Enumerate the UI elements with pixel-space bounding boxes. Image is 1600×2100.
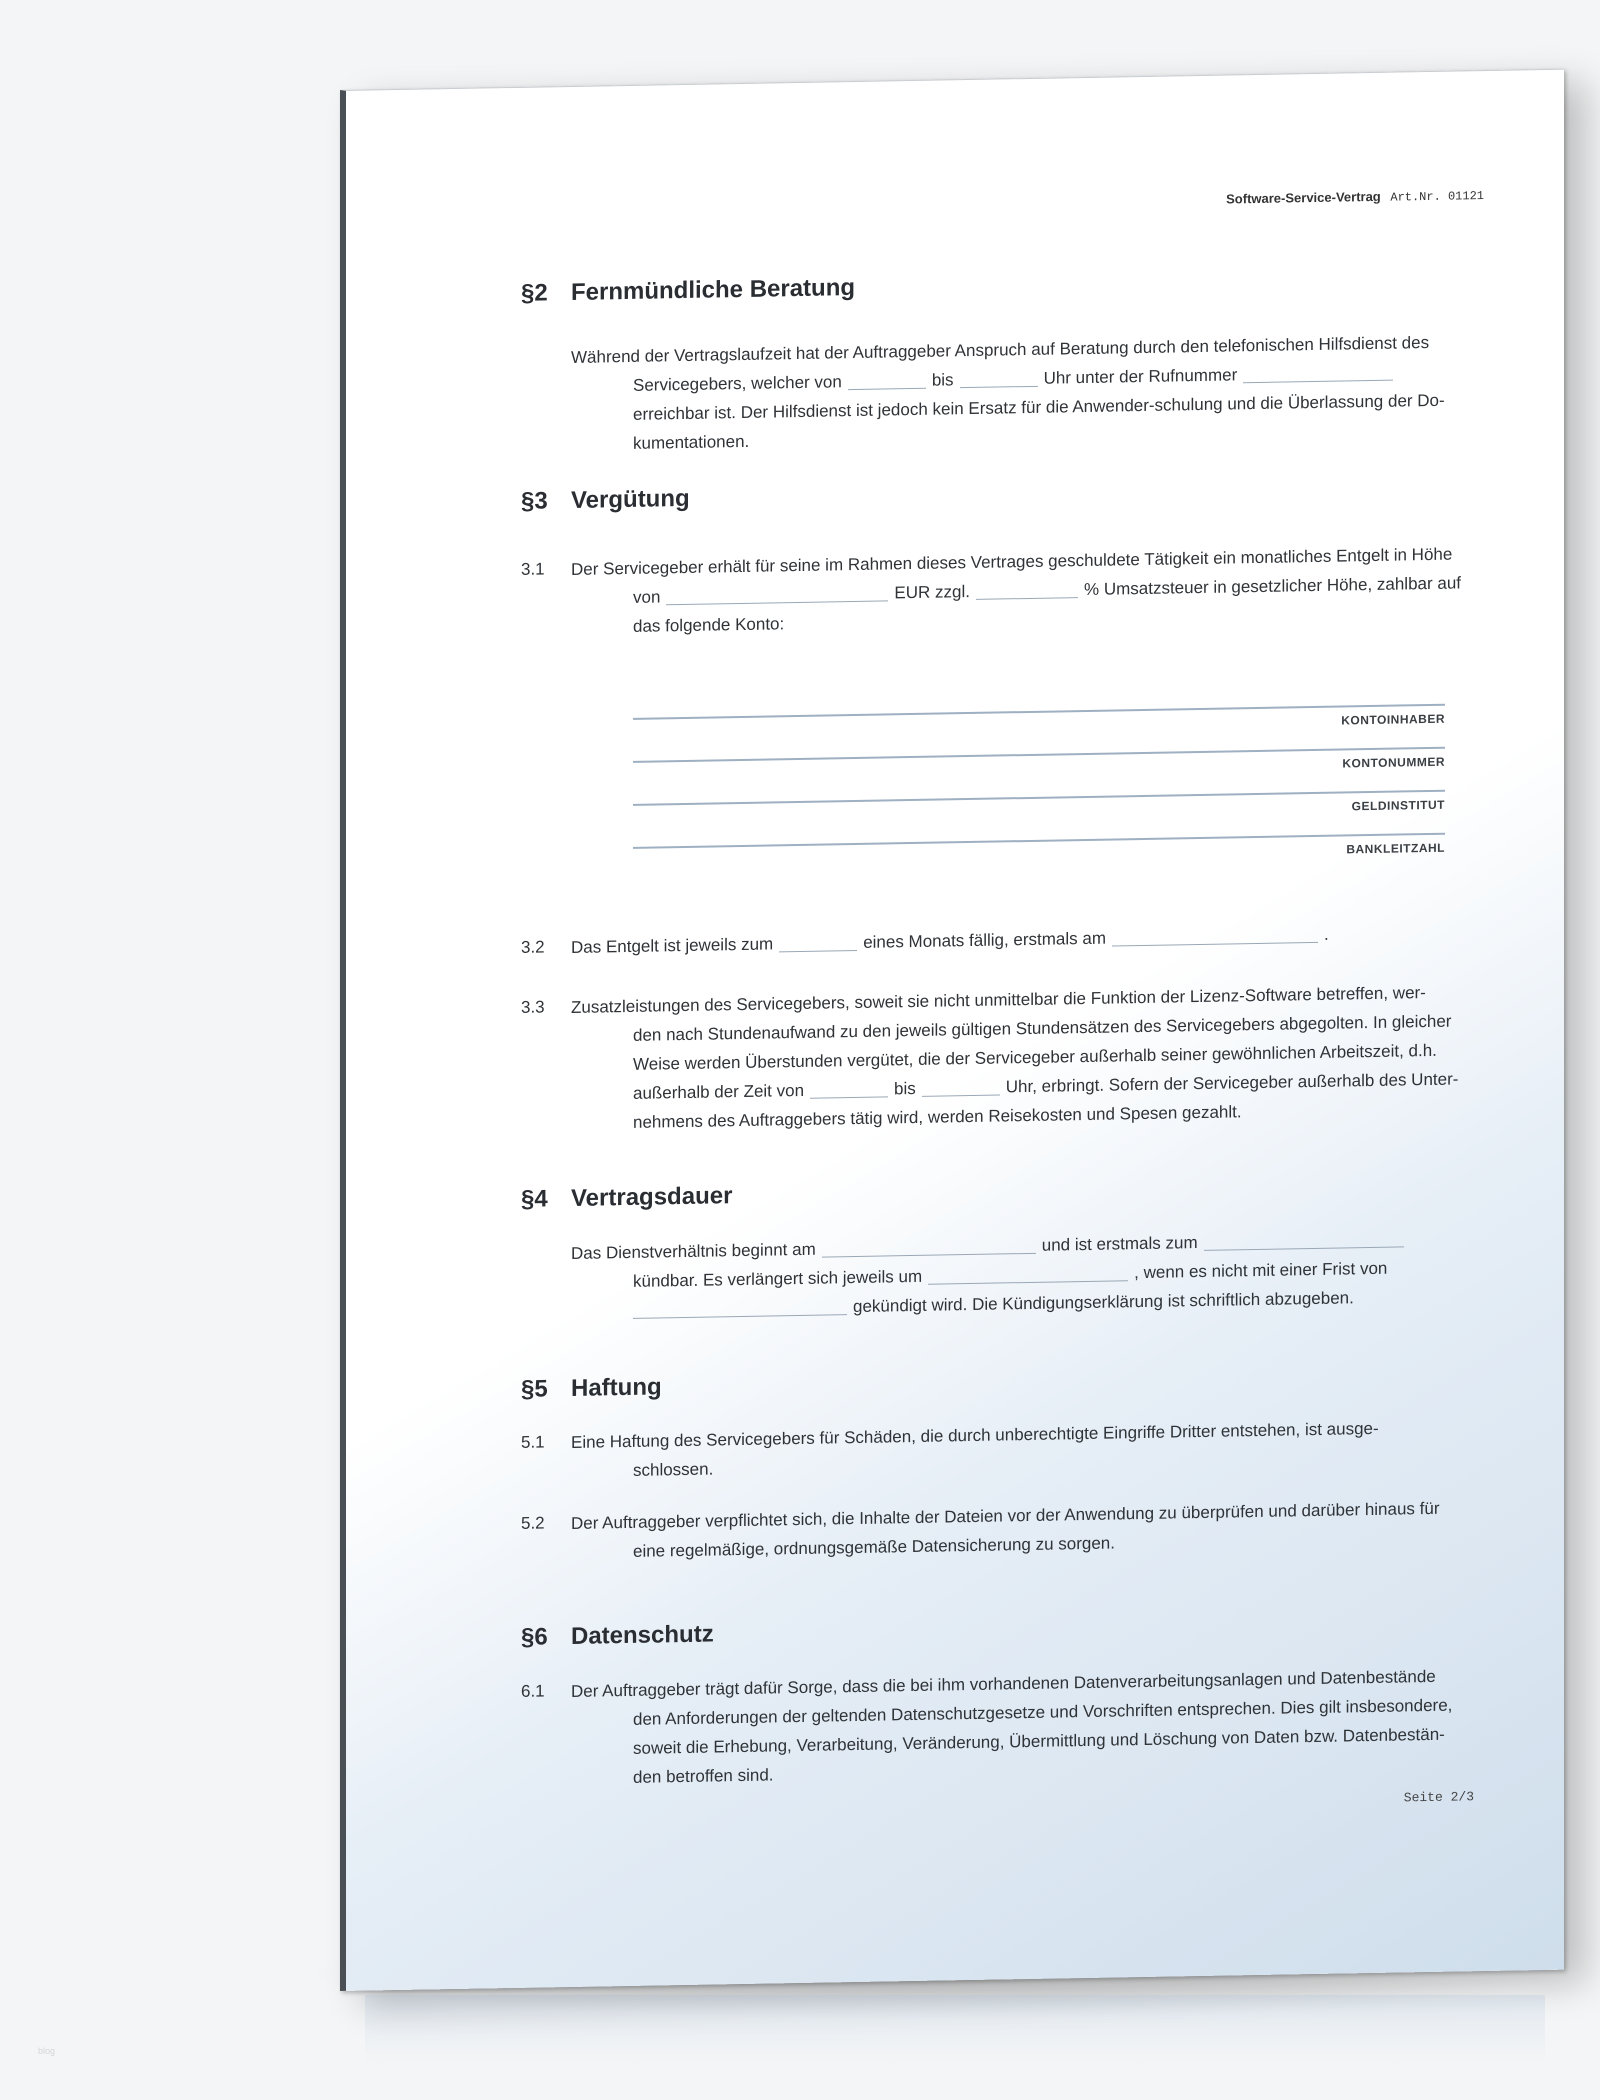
section-2-title: Fernmündliche Beratung: [571, 274, 856, 306]
phone-number-field[interactable]: [1243, 362, 1393, 384]
account-number-label: KONTONUMMER: [1342, 754, 1445, 771]
account-holder-label: KONTOINHABER: [1341, 711, 1445, 728]
header-title: Software-Service-Vertrag: [1226, 188, 1381, 207]
clause-3-2-number: 3.2: [521, 937, 545, 957]
section-6-title: Datenschutz: [571, 1620, 714, 1650]
section-4-title: Vertragsdauer: [571, 1182, 733, 1212]
section-4-number: §4: [521, 1185, 548, 1213]
section-5-number: §5: [521, 1375, 548, 1403]
clause-3-1-text: Der Servicegeber erhält für seine im Rahmen dieses Vertrages geschuldete Tätigkeit ein monatliches Entgelt in Höhe von EUR zzgl. % Umsatzsteuer in gesetzlicher Höhe, zahlbar auf das folgende Konto:: [571, 544, 1462, 636]
section-6-number: §6: [521, 1623, 548, 1651]
clause-6-1-number: 6.1: [521, 1681, 545, 1701]
watermark-text: blog: [38, 2046, 56, 2056]
page-header: [1226, 187, 1484, 208]
clause-3-3-text: Zusatzleistungen des Servicegebers, soweit sie nicht unmittelbar die Funktion der Lizenz-Software betreffen, wer- den nach Stundenaufwand zu den jeweils gültigen Stundensätzen des Servicegebers abgegolten. In gleicher Weise werden Überstunden vergütet, die der Servicegeber außerhalb seiner gewöhnlichen Arbeitszeit, d.h. außerhalb der Zeit von bis Uhr, erbringt. Sofern der Servicegeber außerhalb des Unter- nehmens des Auftraggebers tätig wird, werden Reisekosten und Spesen gezahlt.: [571, 983, 1459, 1132]
section-3-number: §3: [521, 487, 548, 515]
clause-6-1-text: Der Auftraggeber trägt dafür Sorge, dass die bei ihm vorhandenen Datenverarbeitungsanlagen und Datenbestände den Anforderungen der geltenden Datenschutzgesetze und Vorschriften entsprechen. Dies gilt insbesondere, soweit die Erhebung, Verarbeitung, Veränderung, Übermittlung und Löschung von Daten bzw. Datenbestän- den betroffen sind.: [571, 1666, 1453, 1787]
section-5-title: Haftung: [571, 1373, 662, 1402]
clause-3-1-number: 3.1: [521, 559, 545, 579]
section-3-title: Vergütung: [571, 484, 690, 514]
section-2-text: Während der Vertragslaufzeit hat der Auftraggeber Anspruch auf Beratung durch den telefonischen Hilfsdienst des Servicegebers, welcher von bis Uhr unter der Rufnummer erreichbar ist. Der Hilfsdienst ist jedoch kein Ersatz für die Anwender-schulung und die Überlassung der Do- kumentationen.: [571, 332, 1445, 453]
clause-3-3-number: 3.3: [521, 997, 545, 1017]
hotline-to-field[interactable]: [960, 368, 1038, 388]
page-reflection: [365, 1995, 1545, 2065]
first-due-date-field[interactable]: [1112, 924, 1318, 947]
contract-page: [340, 69, 1564, 1991]
clause-5-1-number: 5.1: [521, 1432, 545, 1452]
bank-code-label: BANKLEITZAHL: [1346, 840, 1445, 857]
header-article-number: Art.Nr. 01121: [1390, 189, 1484, 205]
bank-name-label: GELDINSTITUT: [1351, 797, 1445, 814]
clause-5-2-text: Der Auftraggeber verpflichtet sich, die Inhalte der Dateien vor der Anwendung zu überprüfen und darüber hinaus für eine regelmäßige, ordnungsgemäße Datensicherung zu sorgen.: [571, 1498, 1440, 1561]
page-number: Seite 2/3: [1403, 1789, 1474, 1806]
clause-5-1-text: Eine Haftung des Servicegebers für Schäden, die durch unberechtigte Eingriffe Dritter entstehen, ist ausge- schlossen.: [571, 1418, 1379, 1480]
first-termination-date-field[interactable]: [1204, 1228, 1404, 1250]
clause-5-2-number: 5.2: [521, 1513, 545, 1533]
overtime-from-field[interactable]: [810, 1078, 888, 1098]
vat-percent-field[interactable]: [976, 579, 1078, 600]
start-date-field[interactable]: [822, 1235, 1036, 1258]
due-day-field[interactable]: [779, 932, 857, 952]
hotline-from-field[interactable]: [848, 370, 926, 390]
fee-amount-field[interactable]: [666, 582, 888, 605]
clause-3-2-text: Das Entgelt ist jeweils zum eines Monats fällig, erstmals am .: [571, 924, 1329, 957]
section-2-number: §2: [521, 279, 548, 307]
section-4-text: Das Dienstverhältnis beginnt am und ist erstmals zum kündbar. Es verlängert sich jeweils um , wenn es nicht mit einer Frist von gekündigt wird. Die Kündigungserklärung ist schriftlich abzugeben.: [571, 1223, 1471, 1326]
extension-period-field[interactable]: [928, 1262, 1128, 1284]
overtime-to-field[interactable]: [922, 1076, 1000, 1096]
notice-period-field[interactable]: [633, 1296, 847, 1319]
